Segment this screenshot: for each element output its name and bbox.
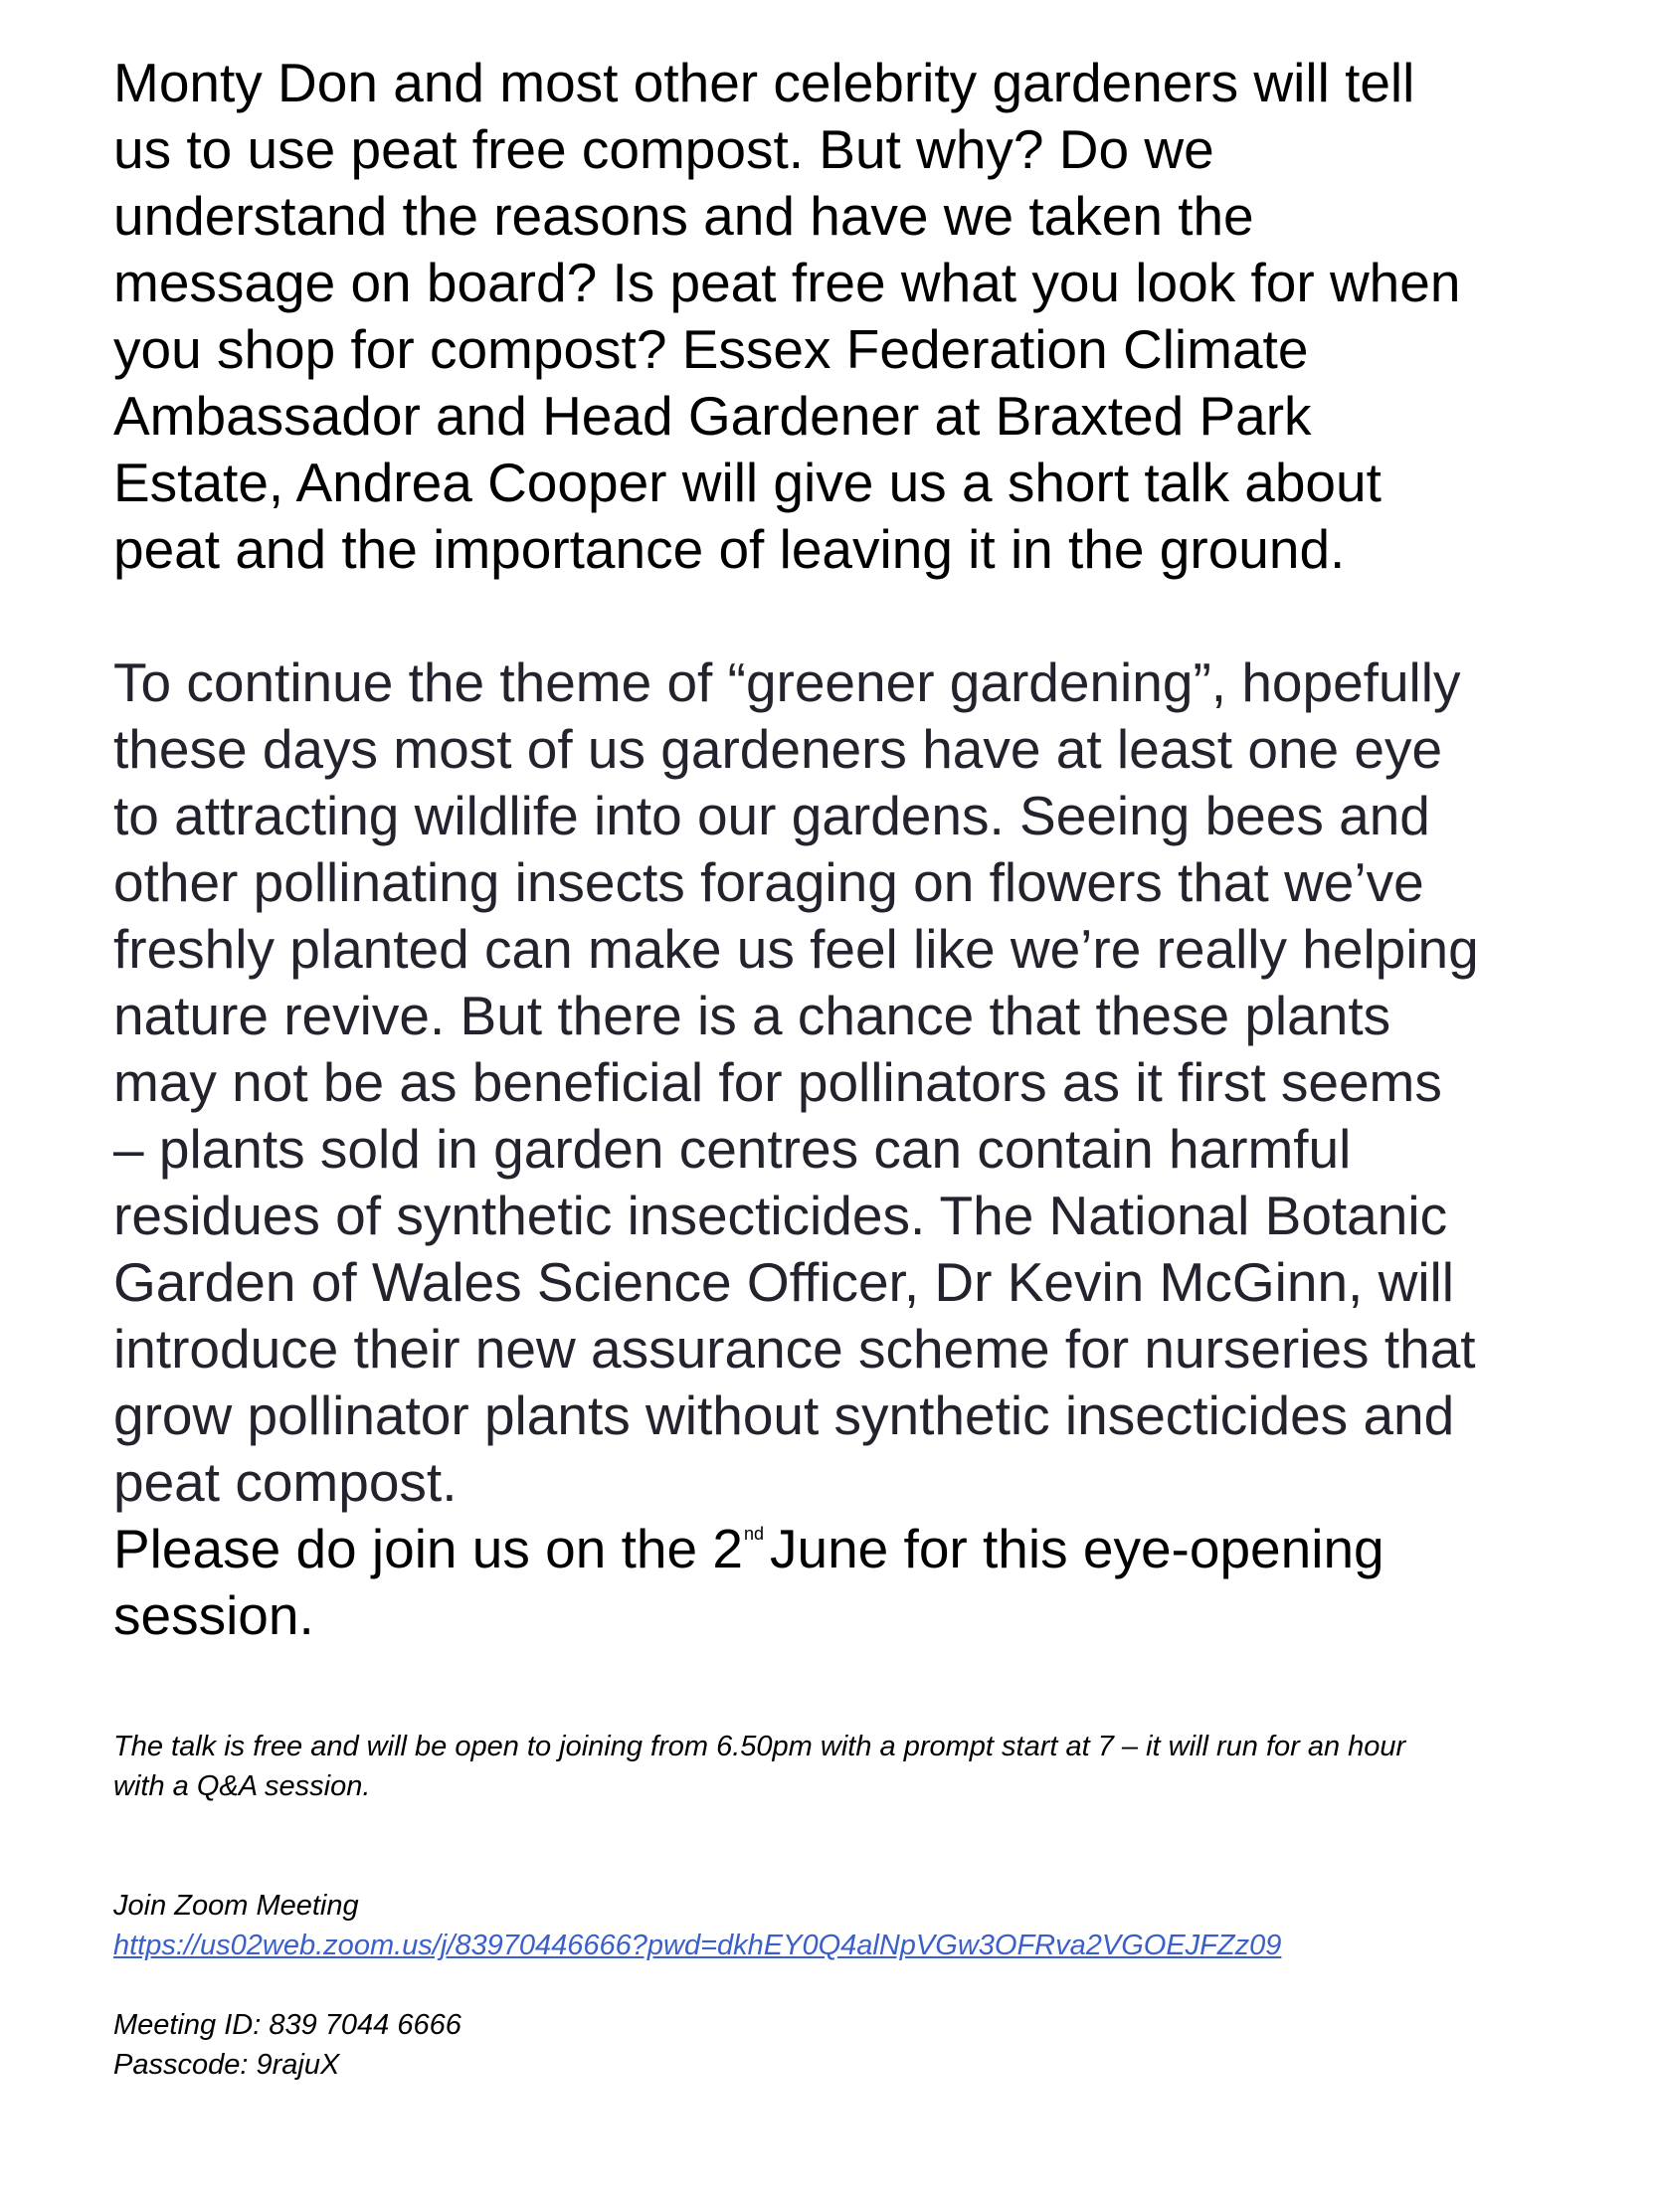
document-page [113, 50, 1575, 2085]
invitation-paragraph [113, 1516, 1575, 1649]
meeting-id: Meeting ID: 839 7044 6666 [113, 2009, 461, 2041]
join-zoom-label: Join Zoom Meeting [113, 1890, 359, 1922]
pollinator-paragraph: To continue the theme of “greener gardening”, hopefully these days most of us gardeners have at least one eye to attracting wildlife into our gardens. Seeing bees and other pollinating insects foraging on flowers that we’ve freshly planted can make us feel like we’re really helping nature revive. But there is a chance that these plants may not be as beneficial for pollinators as it first seems – plants sold in garden centres can contain harmful residues of synthetic insecticides. The National Botanic Garden of Wales Science Officer, Dr Kevin McGinn, will introduce their new assurance scheme for nurseries that grow pollinator plants without synthetic insecticides and peat compost. [113, 651, 1479, 1513]
intro-paragraph: Monty Don and most other celebrity gardeners will tell us to use peat free compost. But why? Do we understand the reasons and have we taken the message on board? Is peat free what you look for when you shop for compost? Essex Federation Climate Ambassador and Head Gardener at Braxted Park Estate, Andrea Cooper will give us a short talk about peat and the importance of leaving it in the ground. [113, 52, 1461, 580]
invitation-text-start: Please do join us on the 2 [113, 1518, 743, 1579]
talk-details-note [113, 1727, 1575, 1806]
zoom-meeting-link[interactable]: https://us02web.zoom.us/j/83970446666?pwd=dkhEY0Q4alNpVGw3OFRva2VGOEJFZz09 [113, 1930, 1282, 1961]
meeting-credentials [113, 2005, 1575, 2085]
invitation-line-1 [113, 1516, 1575, 1582]
ordinal-suffix: nd [743, 1524, 764, 1544]
invitation-text-end: June for this eye-opening [770, 1518, 1384, 1579]
meeting-passcode: Passcode: 9rajuX [113, 2049, 340, 2081]
invitation-line-2: session. [113, 1584, 314, 1646]
zoom-join-block [113, 1886, 1575, 1965]
note-line-1: The talk is free and will be open to joining from 6.50pm with a prompt start at 7 – it will run for an hour [113, 1731, 1406, 1762]
note-line-2: with a Q&A session. [113, 1770, 371, 1802]
